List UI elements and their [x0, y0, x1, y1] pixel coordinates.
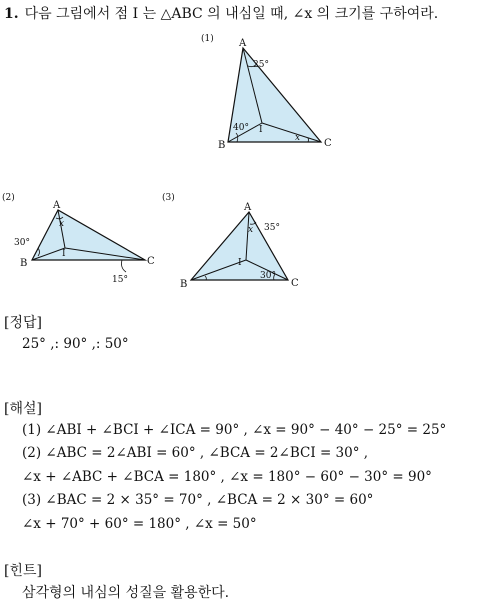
figure-3-label: (3) — [162, 193, 175, 203]
figure-2 — [0, 190, 165, 290]
question-number: 1. — [4, 6, 19, 22]
explanation-line-4: (3) ∠BAC = 2 × 35° = 70° , ∠BCA = 2 × 30° = 60° — [22, 492, 374, 508]
figure-2-vertex-a: A — [53, 200, 61, 211]
figure-3 — [158, 190, 308, 295]
figure-3-vertex-b: B — [180, 279, 188, 290]
explanation-line-2: (2) ∠ABC = 2∠ABI = 60° , ∠BCA = 2∠BCI = 30° , — [22, 445, 369, 461]
figure-1-vertex-c: C — [324, 138, 332, 149]
figure-2-vertex-c: C — [147, 256, 155, 267]
figure-3-angle-b: x — [248, 225, 254, 235]
explanation-line-3: ∠x + ∠ABC + ∠BCA = 180° , ∠x = 180° − 60° − 30° = 90° — [22, 469, 432, 485]
figure-2-angle-b: 30° — [14, 238, 30, 248]
figure-1 — [195, 30, 345, 155]
figure-2-angle-c: 15° — [112, 275, 128, 285]
figure-2-vertex-b: B — [20, 258, 28, 269]
answer-text: 25° ,: 90° ,: 50° — [22, 336, 129, 352]
explanation-line-5: ∠x + 70° + 60° = 180° , ∠x = 50° — [22, 516, 257, 532]
figure-1-angle-b: 40° — [233, 123, 249, 133]
explanation-line-1: (1) ∠ABI + ∠BCI + ∠ICA = 90° , ∠x = 90° − 40° − 25° = 25° — [22, 422, 447, 438]
hint-header: [힌트] — [4, 563, 42, 579]
figure-1-angle-a: 25° — [253, 60, 269, 70]
figure-3-angle-a: 35° — [264, 223, 280, 233]
figure-3-vertex-i: I — [238, 258, 242, 268]
hint-text: 삼각형의 내심의 성질을 활용한다. — [22, 585, 230, 601]
figure-2-vertex-i: I — [62, 249, 66, 259]
figure-2-label: (2) — [2, 193, 15, 203]
question — [4, 3, 438, 23]
figure-1-vertex-b: B — [218, 140, 226, 151]
figure-1-angle-c: x — [295, 133, 301, 143]
figure-1-vertex-i: I — [259, 125, 263, 135]
figure-3-vertex-c: C — [291, 278, 299, 289]
figure-2-arc-c — [122, 260, 127, 272]
figure-1-vertex-a: A — [239, 38, 247, 49]
figure-1-label: (1) — [201, 34, 214, 44]
question-text: 다음 그림에서 점 I 는 △ABC 의 내심일 때, ∠x 의 크기를 구하여라. — [24, 6, 439, 22]
figure-2-angle-a: x — [59, 219, 65, 229]
explanation-header: [해설] — [4, 401, 42, 417]
figure-3-angle-c: 30° — [260, 271, 276, 281]
figure-2-triangle — [32, 210, 145, 260]
answer-header: [정답] — [4, 315, 42, 331]
figure-3-vertex-a: A — [244, 202, 252, 213]
